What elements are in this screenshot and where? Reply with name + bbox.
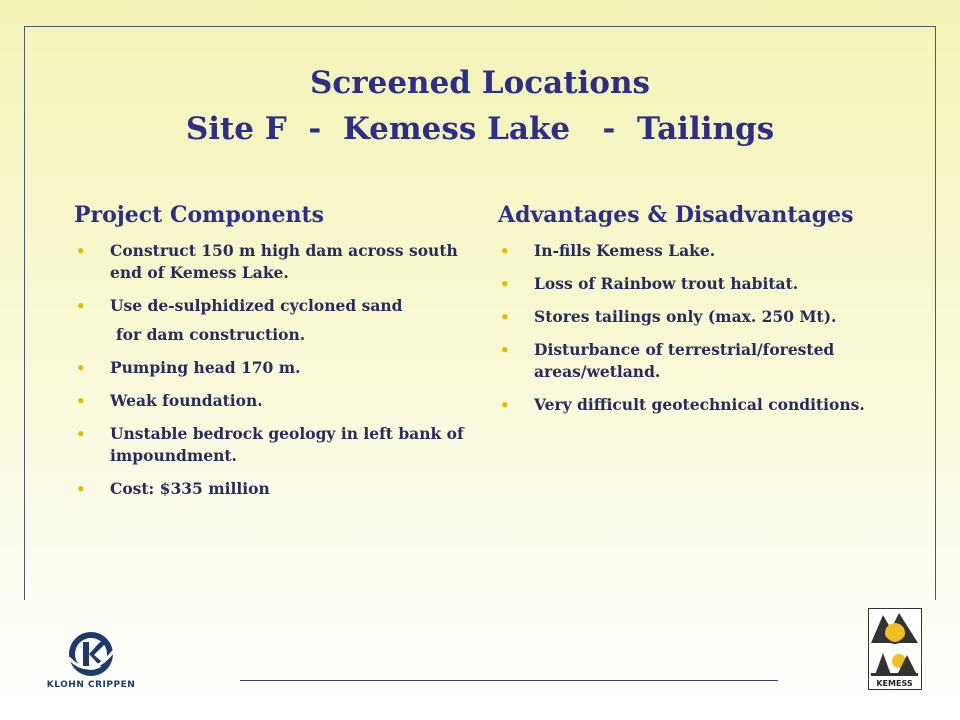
list-item: • Loss of Rainbow trout habitat. — [500, 274, 799, 293]
list-item: • Stores tailings only (max. 250 Mt). — [500, 307, 837, 326]
klohn-crippen-logo — [36, 628, 146, 694]
bullet-icon: • — [76, 359, 86, 377]
list-item: • Use de-sulphidized cycloned sand — [76, 296, 403, 315]
advantages-disadvantages-column — [498, 200, 938, 427]
project-components-heading: Project Components — [74, 202, 325, 228]
project-components-list — [74, 240, 474, 500]
title-line-2: Site F - Kemess Lake - Tailings — [185, 111, 775, 147]
bullet-icon: • — [76, 392, 86, 410]
bullet-icon: • — [500, 396, 510, 414]
list-item: • Unstable bedrock geology in left bank of impoundment. — [76, 424, 464, 465]
bullet-icon: • — [500, 275, 510, 293]
advantages-disadvantages-list — [498, 240, 938, 416]
bullet-icon: • — [76, 480, 86, 498]
list-item: • In-fills Kemess Lake. — [500, 241, 716, 260]
project-components-column — [74, 200, 474, 511]
title-line-1: Screened Locations — [310, 65, 650, 101]
kemess-logo — [868, 608, 922, 690]
bullet-icon: • — [76, 297, 86, 315]
list-item: • Very difficult geotechnical conditions. — [500, 395, 865, 414]
list-item-continuation: for dam construction. — [116, 325, 306, 344]
list-item: • Pumping head 170 m. — [76, 358, 301, 377]
klohn-crippen-logo-text: KLOHN CRIPPEN — [46, 680, 136, 690]
list-item: • Cost: $335 million — [76, 479, 270, 498]
list-item: • Construct 150 m high dam across south end of Kemess Lake. — [76, 241, 458, 282]
bullet-icon: • — [500, 341, 510, 359]
bullet-icon: • — [500, 308, 510, 326]
bullet-icon: • — [76, 425, 86, 443]
bullet-icon: • — [76, 242, 86, 260]
klohn-crippen-logo-icon — [36, 628, 146, 680]
advantages-disadvantages-heading: Advantages & Disadvantages — [498, 202, 854, 228]
footer-divider — [240, 680, 778, 681]
list-item: • Weak foundation. — [76, 391, 263, 410]
kemess-logo-text: KEMESS — [876, 679, 913, 688]
kemess-logo-icon — [869, 609, 920, 679]
slide-title — [0, 60, 960, 152]
bullet-icon: • — [500, 242, 510, 260]
list-item: • Disturbance of terrestrial/forested areas/wetland. — [500, 340, 835, 381]
